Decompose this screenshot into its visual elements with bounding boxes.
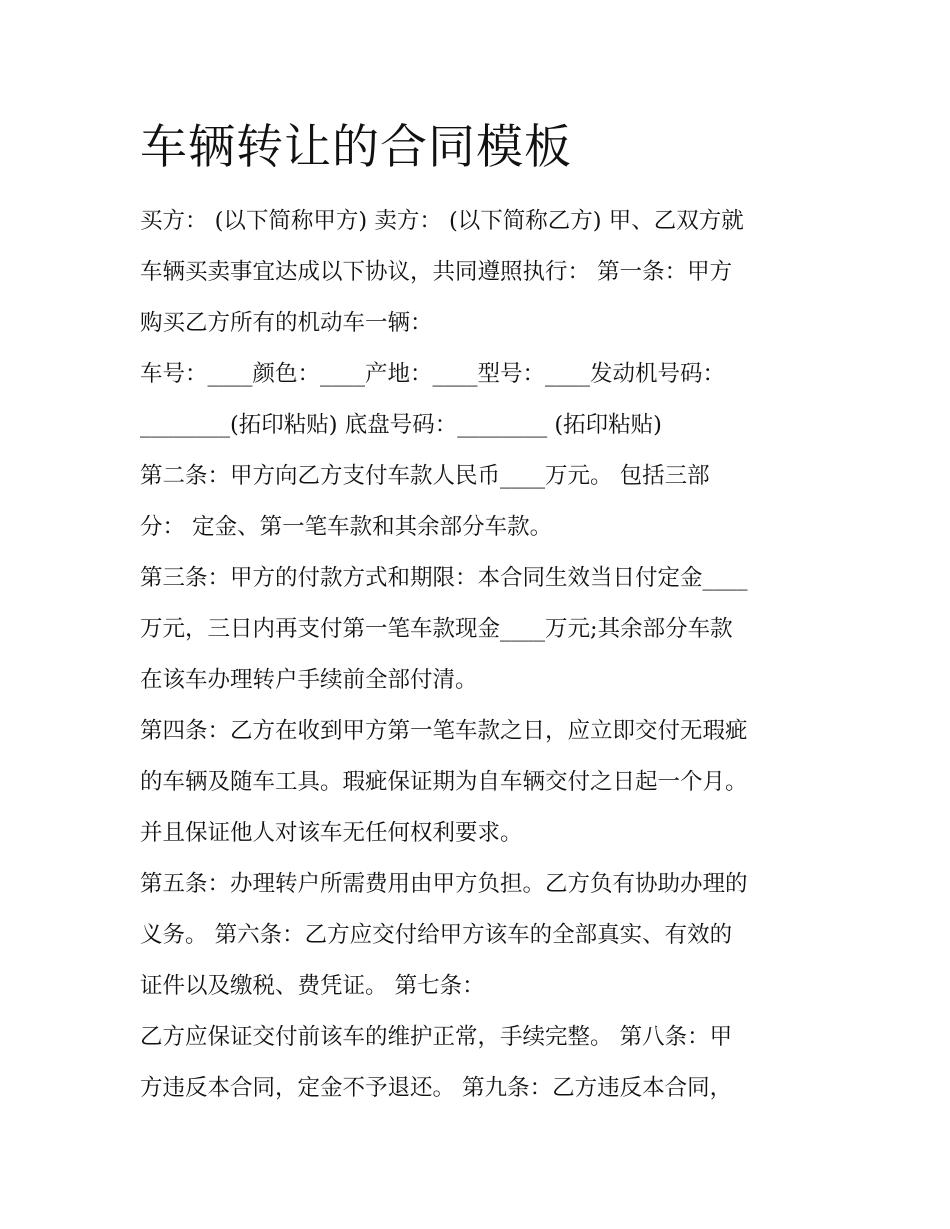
text-line: 第五条：办理转户所需费用由甲方负担。乙方负有协助办理的 xyxy=(140,871,748,897)
paragraph-article-4 xyxy=(140,706,830,859)
text-line: 第二条：甲方向乙方支付车款人民币____万元。 包括三部 xyxy=(140,463,710,489)
paragraph-article-2 xyxy=(140,451,830,553)
text-line: 乙方应保证交付前该车的维护正常，手续完整。 第八条：甲 xyxy=(140,1024,733,1050)
text-line: 万元，三日内再支付第一笔车款现金____万元;其余部分车款 xyxy=(140,616,733,642)
text-line: 义务。 第六条：乙方应交付给甲方该车的全部真实、有效的 xyxy=(140,922,733,948)
document-body xyxy=(140,196,830,1114)
paragraph-article-3 xyxy=(140,553,830,706)
text-line: 分： 定金、第一笔车款和其余部分车款。 xyxy=(140,514,553,540)
text-line: 第四条：乙方在收到甲方第一笔车款之日，应立即交付无瑕疵 xyxy=(140,718,748,744)
text-line: 车号：____颜色：____产地：____型号：____发动机号码： xyxy=(140,361,726,387)
text-line: ________(拓印粘贴) 底盘号码：________ (拓印粘贴) xyxy=(140,412,662,438)
text-line: 方违反本合同，定金不予退还。 第九条：乙方违反本合同， xyxy=(140,1075,733,1101)
text-line: 购买乙方所有的机动车一辆： xyxy=(140,310,433,336)
text-line: 车辆买卖事宜达成以下协议，共同遵照执行： 第一条：甲方 xyxy=(140,259,733,285)
paragraph-vehicle-info xyxy=(140,349,830,451)
text-line: 并且保证他人对该车无任何权利要求。 xyxy=(140,820,523,846)
text-line: 证件以及缴税、费凭证。 第七条： xyxy=(140,973,485,999)
text-line: 的车辆及随车工具。瑕疵保证期为自车辆交付之日起一个月。 xyxy=(140,769,748,795)
text-line: 买方： (以下简称甲方) 卖方： (以下简称乙方) 甲、乙双方就 xyxy=(140,208,744,234)
paragraph-parties xyxy=(140,196,830,349)
document-title: 车辆转让的合同模板 xyxy=(140,120,572,175)
text-line: 在该车办理转户手续前全部付清。 xyxy=(140,667,478,693)
paragraph-article-5-7 xyxy=(140,859,830,1012)
text-line: 第三条：甲方的付款方式和期限：本合同生效当日付定金____ xyxy=(140,565,748,591)
paragraph-article-7-9 xyxy=(140,1012,830,1114)
